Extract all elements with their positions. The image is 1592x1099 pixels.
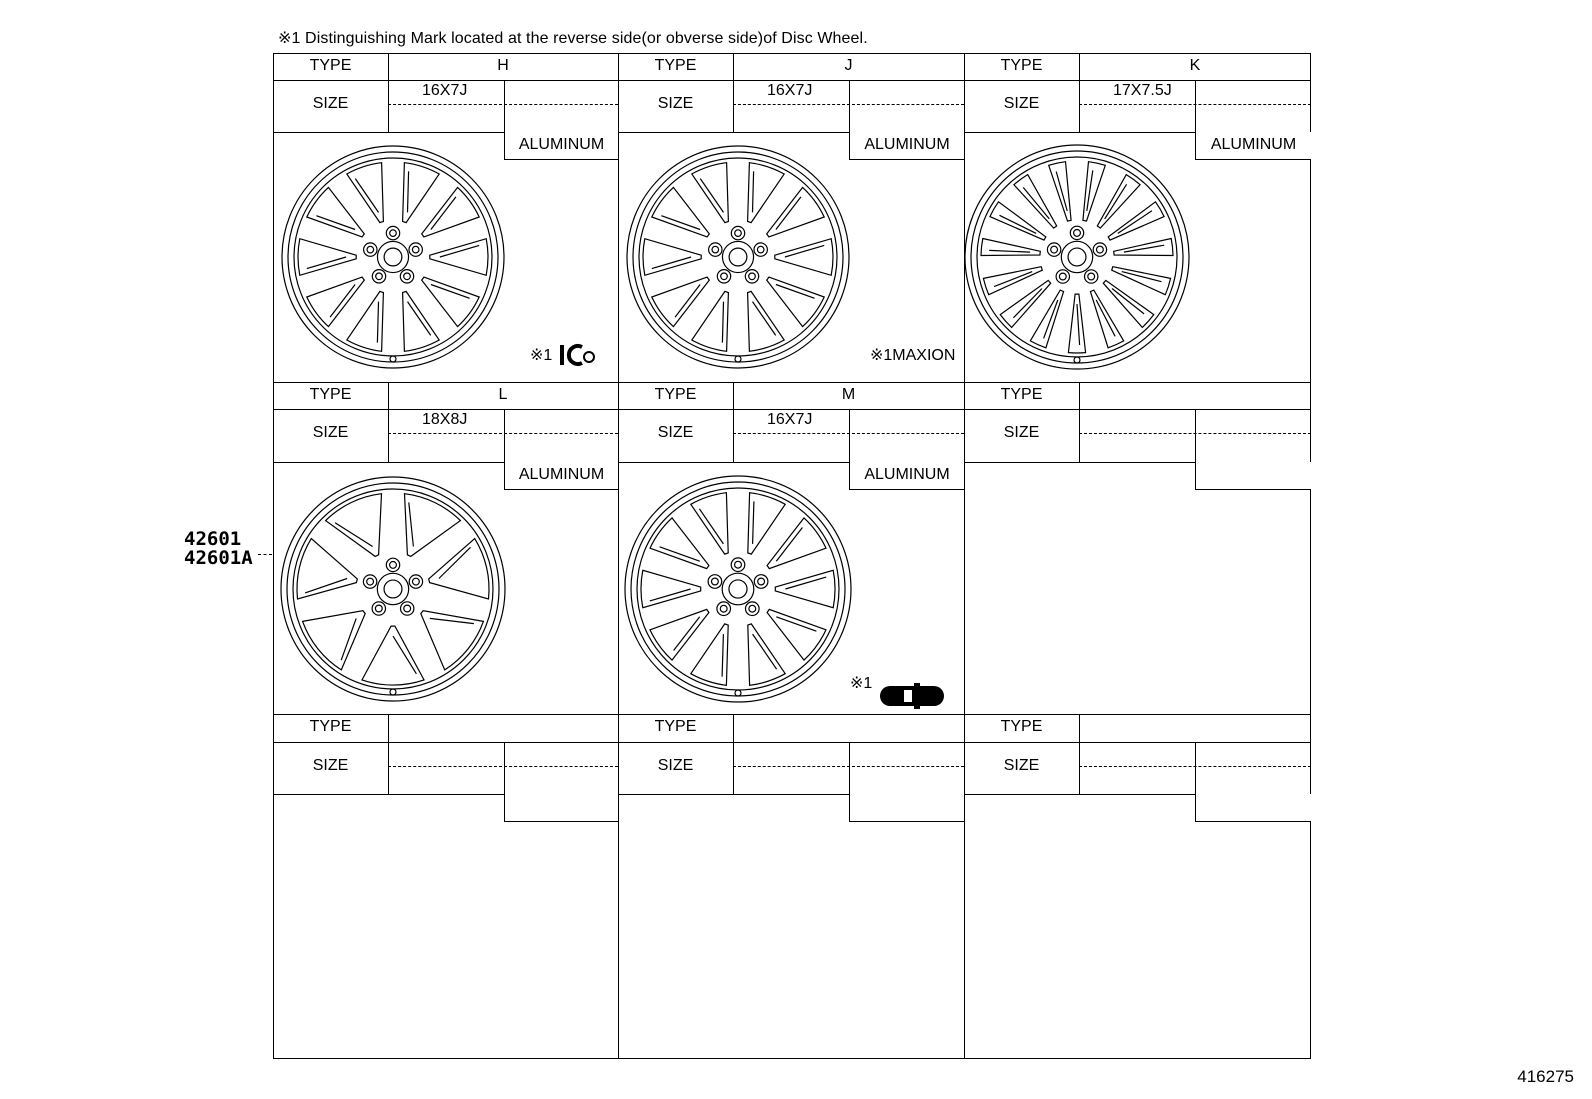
wheel-size-value: 16X7J <box>767 82 813 99</box>
wheel-drawing-m <box>622 473 854 705</box>
manufacturer-logo-icon <box>560 343 596 367</box>
wheel-material: ALUMINUM <box>504 462 618 490</box>
type-size-divider <box>273 409 1311 410</box>
size-dashed-line <box>1079 433 1311 434</box>
size-label: SIZE <box>312 757 349 774</box>
wheel-type-value: J <box>844 57 853 74</box>
wheel-size-value: 16X7J <box>767 411 813 428</box>
part-number-42601: 42601 <box>184 528 242 550</box>
wheel-material: ALUMINUM <box>849 132 964 160</box>
wheel-material: ALUMINUM <box>1195 132 1311 160</box>
type-label: TYPE <box>654 386 697 403</box>
size-dashed-line <box>733 104 964 105</box>
wheel-material: ALUMINUM <box>849 462 964 490</box>
type-label: TYPE <box>309 57 352 74</box>
row-divider <box>273 382 1311 383</box>
wheel-drawing-h <box>279 143 507 371</box>
wheel-type-value: L <box>498 386 508 403</box>
wheel-material <box>849 794 964 822</box>
type-label: TYPE <box>1000 386 1043 403</box>
column-divider-1 <box>618 53 619 1059</box>
label-divider <box>1079 714 1080 794</box>
size-dashed-line <box>733 766 964 767</box>
size-label: SIZE <box>1003 424 1040 441</box>
wheel-drawing-j <box>624 143 852 371</box>
type-size-divider <box>273 742 1311 743</box>
size-dashed-line <box>388 104 618 105</box>
size-body-divider <box>273 132 1311 133</box>
wheel-type-value: H <box>497 57 509 74</box>
wheel-size-value: 17X7.5J <box>1113 82 1172 99</box>
distinguishing-mark: ※1MAXION <box>870 347 956 364</box>
size-label: SIZE <box>1003 95 1040 112</box>
wheel-type-value: M <box>841 386 856 403</box>
distinguishing-mark-note: ※1 Distinguishing Mark located at the reverse side(or obverse side)of Disc Wheel. <box>278 30 868 47</box>
wheel-material: ALUMINUM <box>504 132 618 160</box>
type-size-divider <box>273 80 1311 81</box>
label-divider <box>733 714 734 794</box>
type-label: TYPE <box>309 386 352 403</box>
manufacturer-logo-icon <box>880 683 946 709</box>
part-number-leader-line <box>258 554 272 555</box>
diagram-id: 416275 <box>1517 1067 1574 1086</box>
type-label: TYPE <box>654 718 697 735</box>
type-label: TYPE <box>309 718 352 735</box>
label-divider <box>388 714 389 794</box>
label-divider <box>1079 382 1080 462</box>
type-label: TYPE <box>1000 718 1043 735</box>
part-number-block <box>184 530 253 568</box>
wheel-material <box>504 794 618 822</box>
size-dashed-line <box>388 433 618 434</box>
size-label: SIZE <box>657 95 694 112</box>
distinguishing-mark: ※1 <box>530 347 553 364</box>
size-label: SIZE <box>312 424 349 441</box>
type-label: TYPE <box>654 57 697 74</box>
size-body-divider <box>273 462 1311 463</box>
size-label: SIZE <box>312 95 349 112</box>
size-dashed-line <box>388 766 618 767</box>
wheel-drawing-l <box>278 474 508 704</box>
part-number-42601a: 42601A <box>184 547 253 569</box>
type-label: TYPE <box>1000 57 1043 74</box>
distinguishing-mark: ※1 <box>850 675 873 692</box>
wheel-material <box>1195 794 1311 822</box>
size-body-divider <box>273 794 1311 795</box>
size-dashed-line <box>733 433 964 434</box>
row-divider <box>273 714 1311 715</box>
size-label: SIZE <box>1003 757 1040 774</box>
wheel-type-value: K <box>1189 57 1201 74</box>
wheel-size-value: 18X8J <box>422 411 468 428</box>
size-dashed-line <box>1079 104 1311 105</box>
size-dashed-line <box>1079 766 1311 767</box>
wheel-size-value: 16X7J <box>422 82 468 99</box>
wheel-drawing-k <box>962 142 1192 372</box>
size-label: SIZE <box>657 424 694 441</box>
size-label: SIZE <box>657 757 694 774</box>
wheel-material <box>1195 462 1311 490</box>
